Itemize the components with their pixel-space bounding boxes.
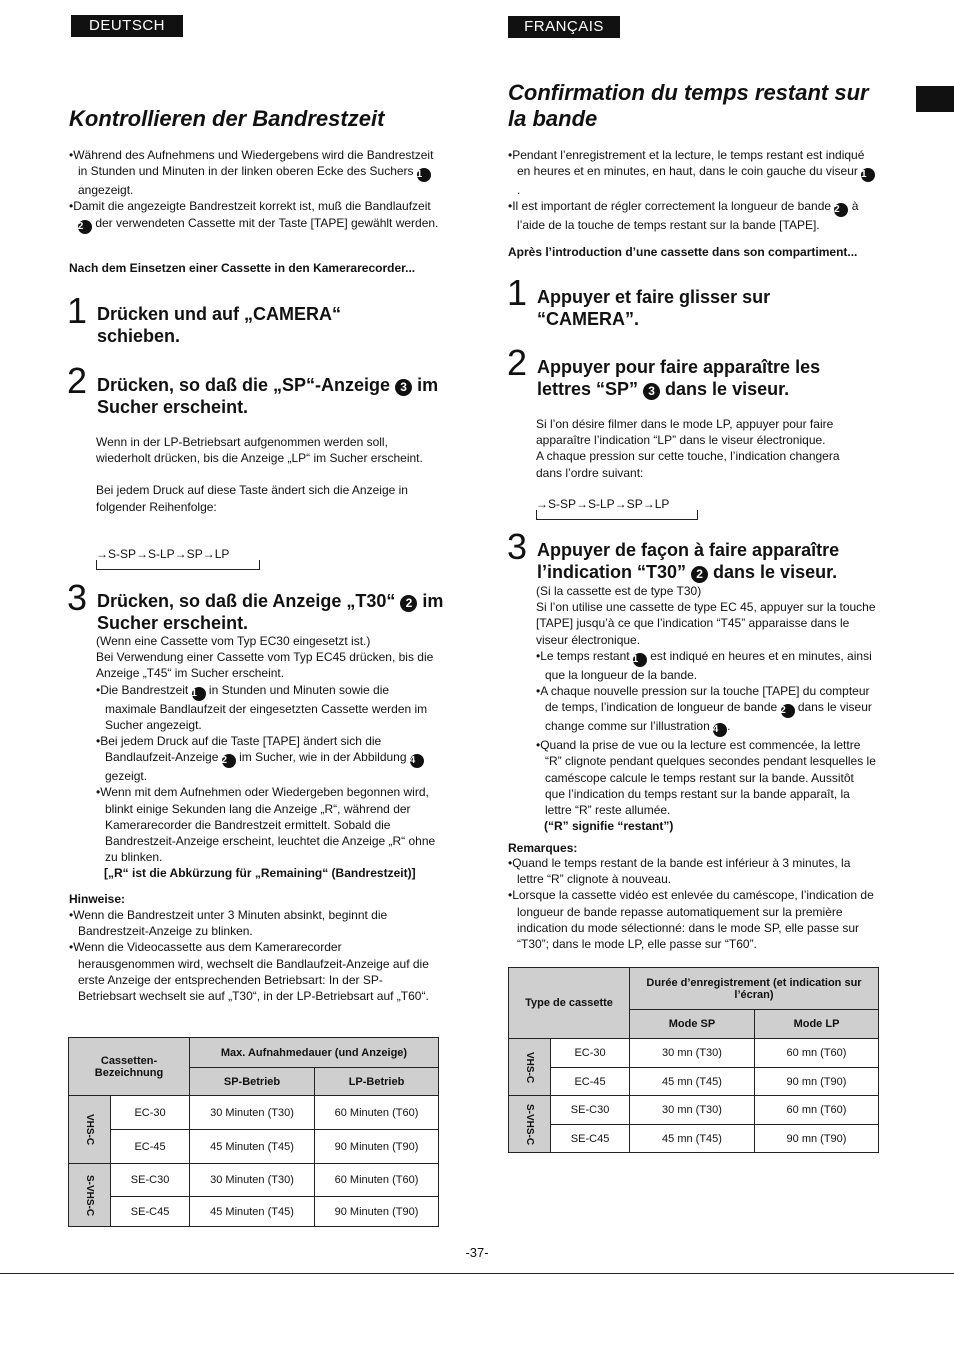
table-row <box>509 1096 879 1125</box>
language-label-de: DEUTSCH <box>71 15 183 37</box>
step-body: (Si la cassette est de type T30) Si l’on utilise une cassette de type EC 45, appuyer sur la touche [TAPE] jusqu’à ce que l’indication “T45” apparaisse dans le viseur électronique. •Le temps restant 1 est indiqué en heures et en minutes, ainsi que la longueur de la bande. •A chaque nouvelle pression sur la touche [TAPE] du compteur de temps, l’indication de longueur de bande 2 dans le viseur change comme sur l’illustration 4 . •Quand la prise de vue ou la lecture est commencée, la lettre “R” clignote pendant quelques secondes pendant lesquelles le caméscope calcule le temps restant sur la bande. Aussitôt que l’indication du temps restant sur la bande apparaît, la lettre “R” reste allumée. (“R” signifie “restant”) <box>536 584 876 834</box>
table-cell: 30 Minuten (T30) <box>190 1096 315 1130</box>
table-header-max: Durée d’enregistrement (et indication sur l’écran) <box>630 968 879 1010</box>
table-cell: 45 mn (T45) <box>630 1125 755 1153</box>
callout-marker: 2 <box>691 566 708 583</box>
table-cell: 30 Minuten (T30) <box>190 1164 315 1197</box>
step-title: Drücken, so daß die „SP“-Anzeige 3 im Sucher erscheint. <box>97 375 439 417</box>
intro-fr: •Pendant l’enregistrement et la lecture, le temps restant est indiqué en heures et en minutes, en haut, dans le coin gauche du viseur 1. •Il est important de régler correctement la longueur de bande 2 à l’aide de la touche de temps restant sur la bande [TAPE]. <box>508 147 878 234</box>
step-title: Appuyer pour faire apparaître les lettres “SP” 3 dans le viseur. <box>537 357 821 399</box>
table-cell: SE-C30 <box>551 1096 630 1125</box>
table-header-max: Max. Aufnahmedauer (und Anzeige) <box>190 1038 439 1068</box>
table-row <box>69 1164 439 1197</box>
format-tag: VHS-C <box>509 1039 551 1096</box>
callout-marker: 4 <box>410 754 424 768</box>
callout-marker: 2 <box>222 754 236 768</box>
step-number: 3 <box>507 526 528 567</box>
tape-table-fr <box>508 967 879 1153</box>
footer-rule <box>0 1273 954 1274</box>
step-title: Drücken und auf „CAMERA“ schieben. <box>97 304 342 346</box>
table-row <box>509 1039 879 1068</box>
section-title-fr: Confirmation du temps restant sur la bande <box>508 80 869 131</box>
notes-title-de: Hinweise: <box>69 892 126 906</box>
table-cell: SE-C45 <box>551 1125 630 1153</box>
table-header-type: Cassetten-Bezeichnung <box>69 1038 190 1096</box>
table-cell: 45 mn (T45) <box>630 1068 755 1096</box>
table-cell: 45 Minuten (T45) <box>190 1197 315 1227</box>
page-number: -37- <box>465 1245 489 1260</box>
table-header-sp: Mode SP <box>630 1010 755 1039</box>
table-cell: EC-30 <box>111 1096 190 1130</box>
table-cell: 60 mn (T60) <box>755 1096 879 1125</box>
step-number: 1 <box>507 272 528 313</box>
table-header-lp: LP-Betrieb <box>315 1068 439 1096</box>
intro-bullet: •Während des Aufnehmens und Wiedergebens wird die Bandrestzeit in Stunden und Minuten in der linken oberen Ecke des Suchers 1 angezeigt. <box>69 148 434 198</box>
intro-bullet: •Damit die angezeigte Bandrestzeit korrekt ist, muß die Bandlaufzeit 2 der verwendeten Cassette mit der Taste [TAPE] gewählt werden. <box>69 199 439 232</box>
table-cell: 30 mn (T30) <box>630 1096 755 1125</box>
after-insert-fr: Après l’introduction d’une cassette dans son compartiment... <box>508 245 858 259</box>
notes-de: •Wenn die Bandrestzeit unter 3 Minuten absinkt, beginnt die Bandrestzeit-Anzeige zu blinken. •Wenn die Videocassette aus dem Kamerarecorder herausgenommen wird, wechselt die Bandlaufzeit-Anzeige auf die erste Anzeige der entsprechenden Betriebsart: In der SP-Betriebsart wechselt sie auf „T30“, in der LP-Betriebsart auf „T60“. <box>69 908 429 1004</box>
notes-fr: •Quand le temps restant de la bande est inférieur à 3 minutes, la lettre “R” clignote à nouveau. •Lorsque la cassette vidéo est enlevée du caméscope, l’indication de longueur de bande repasse automatiquement sur la première indication du mode sélectionné: dans le mode SP, elle passe sur “T30”; dans le mode LP, elle passe sur “T60”. <box>508 856 874 952</box>
callout-marker: 1 <box>417 168 431 182</box>
callout-marker: 2 <box>400 595 417 612</box>
section-title-de: Kontrollieren der Bandrestzeit <box>69 106 385 131</box>
table-cell: 90 Minuten (T90) <box>315 1130 439 1164</box>
callout-marker: 1 <box>633 653 647 667</box>
table-cell: 60 Minuten (T60) <box>315 1096 439 1130</box>
notes-title-fr: Remarques: <box>508 841 578 855</box>
table-row <box>69 1130 439 1164</box>
table-header-lp: Mode LP <box>755 1010 879 1039</box>
sequence-loop-line <box>96 560 260 570</box>
table-cell: SE-C30 <box>111 1164 190 1197</box>
format-tag: S-VHS-C <box>509 1096 551 1153</box>
step-title: Appuyer de façon à faire apparaître l’indication “T30” 2 dans le viseur. <box>537 540 840 582</box>
intro-de <box>69 147 439 234</box>
table-cell: 90 mn (T90) <box>755 1068 879 1096</box>
format-tag: VHS-C <box>69 1096 111 1164</box>
table-cell: EC-45 <box>111 1130 190 1164</box>
table-row <box>69 1096 439 1130</box>
mode-sequence: →S-SP→S-LP→SP→LP <box>536 497 670 511</box>
callout-marker: 2 <box>834 203 848 217</box>
page-edge-tab <box>916 86 954 112</box>
after-insert-de: Nach dem Einsetzen einer Cassette in den Kamerarecorder... <box>69 261 416 275</box>
table-cell: 30 mn (T30) <box>630 1039 755 1068</box>
table-cell: 45 Minuten (T45) <box>190 1130 315 1164</box>
table-cell: EC-30 <box>551 1039 630 1068</box>
mode-sequence: →S-SP→S-LP→SP→LP <box>96 547 230 561</box>
table-cell: 90 mn (T90) <box>755 1125 879 1153</box>
format-tag: S-VHS-C <box>69 1164 111 1227</box>
table-cell: 90 Minuten (T90) <box>315 1197 439 1227</box>
step-title: Drücken, so daß die Anzeige „T30“ 2 im Sucher erscheint. <box>97 591 444 633</box>
tape-table-de <box>68 1037 439 1227</box>
step-title: Appuyer et faire glisser sur “CAMERA”. <box>537 287 771 329</box>
table-cell: SE-C45 <box>111 1197 190 1227</box>
callout-marker: 4 <box>713 723 727 737</box>
callout-marker: 3 <box>643 383 660 400</box>
step-number: 2 <box>507 342 528 383</box>
callout-marker: 2 <box>78 220 92 234</box>
table-row <box>509 1068 879 1096</box>
callout-marker: 2 <box>781 704 795 718</box>
sequence-loop-line <box>536 510 698 520</box>
callout-marker: 1 <box>192 687 206 701</box>
callout-marker: 1 <box>861 168 875 182</box>
table-cell: 60 Minuten (T60) <box>315 1164 439 1197</box>
table-header-type: Type de cassette <box>509 968 630 1039</box>
table-header-sp: SP-Betrieb <box>190 1068 315 1096</box>
callout-marker: 3 <box>395 379 412 396</box>
table-cell: 60 mn (T60) <box>755 1039 879 1068</box>
language-label-fr: FRANÇAIS <box>508 16 620 38</box>
step-body: Si l’on désire filmer dans le mode LP, appuyer pour faire apparaître l’indication “LP” dans le viseur électronique. A chaque pression sur cette touche, l’indication changera dans l’ordre suivant: <box>536 417 840 480</box>
table-row <box>509 1125 879 1153</box>
table-cell: EC-45 <box>551 1068 630 1096</box>
table-row <box>69 1197 439 1227</box>
step-number: 2 <box>67 360 88 401</box>
step-number: 3 <box>67 577 88 618</box>
step-body: (Wenn eine Cassette vom Typ EC30 eingesetzt ist.) Bei Verwendung einer Cassette vom Typ EC45 drücken, bis die Anzeige „T45“ im Sucher erscheint. •Die Bandrestzeit 1 in Stunden und Minuten sowie die maximale Bandlaufzeit der eingesetzten Cassette werden im Sucher angezeigt. •Bei jedem Druck auf die Taste [TAPE] ändert sich die Bandlaufzeit-Anzeige 2 im Sucher, wie in der Abbildung 4 gezeigt. •Wenn mit dem Aufnehmen oder Wiedergeben begonnen wird, blinkt einige Sekunden lang die Anzeige „R“, während der Kamerarecorder die Bandrestzeit ermittelt. Sobald die Bandrestzeit-Anzeige erscheint, leuchtet die Anzeige „R“ ohne zu blinken. [„R“ ist die Abkürzung für „Remaining“ (Bandrestzeit)] <box>96 634 436 881</box>
step-number: 1 <box>67 290 88 331</box>
step-body: Wenn in der LP-Betriebsart aufgenommen werden soll, wiederholt drücken, bis die Anzeige „LP“ im Sucher erscheint. Bei jedem Druck auf diese Taste ändert sich die Anzeige in folgender Reihenfolge: <box>96 435 423 514</box>
